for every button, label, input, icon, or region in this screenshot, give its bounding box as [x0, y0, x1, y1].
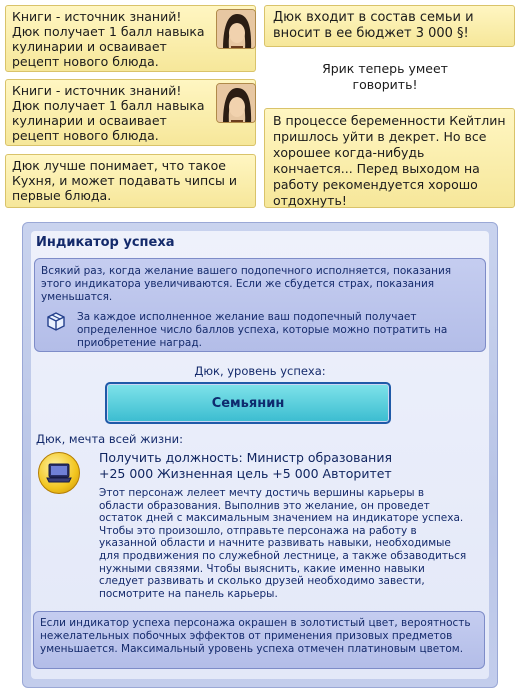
notification-books-2 — [5, 79, 256, 146]
career-goal-badge[interactable] — [38, 452, 80, 494]
notification-text: В процессе беременности Кейтлин пришлось уйти в декрет. Но все хорошее когда-нибудь кончается... Перед выходом на работу рекомендуется хорошо отдохнуть! — [273, 113, 506, 208]
sim-portrait[interactable] — [216, 83, 256, 123]
notification-family — [264, 5, 515, 47]
intro-text: Всякий раз, когда желание вашего подопечного исполняется, показания этого индикатора увеличиваются. Если же сбудется страх, показания уменьшатся. — [41, 265, 452, 303]
reward-icon — [45, 309, 67, 331]
intro-box — [34, 258, 486, 352]
notification-kitchen — [5, 154, 256, 208]
success-level-display[interactable]: Семьянин — [105, 382, 391, 424]
gift-box-icon — [45, 309, 67, 331]
goal-line-2: +25 000 Жизненная цель +5 000 Авторитет — [99, 466, 392, 481]
sim-face-icon — [217, 10, 256, 49]
notification-books-1 — [5, 5, 256, 72]
notification-text: Книги - источник знаний! Дюк получает 1 балл навыка кулинарии и осваивает рецепт нового блюда. — [12, 9, 205, 69]
sim-face-icon — [217, 84, 256, 123]
sim-portrait[interactable] — [216, 9, 256, 49]
career-goal-description: Этот персонаж лелеет мечту достичь вершины карьеры в области образования. Выполнив это желание, он проведет остаток дней с максимальным значением на индикаторе успеха. Чтобы это произошло, отправьте персонажа на работу в указанной области и начните развивать навыки, необходимые для продвижения по служебной лестнице, а также обзаводиться нужными связями. Чтобы выяснить, какие именно навыки следует развивать и сколько друзей необходимо завести, посмотрите на панель карьеры. — [99, 487, 467, 600]
success-level-label: Дюк, уровень успеха: — [194, 364, 326, 378]
goal-line-1: Получить должность: Министр образования — [99, 450, 392, 465]
notification-text: Дюк входит в состав семьи и вносит в ее бюджет 3 000 §! — [273, 10, 474, 41]
footer-note-text: Если индикатор успеха персонажа окрашен в золотистый цвет, вероятность нежелательных побочных эффектов от применения призовых предметов уменьшается. Максимальный уровень успеха отмечен платиновым цветом. — [40, 617, 471, 655]
notification-text: Книги - источник знаний! Дюк получает 1 балл навыка кулинарии и осваивает рецепт нового блюда. — [12, 83, 205, 143]
footer-note-box — [33, 611, 485, 669]
notification-text: Дюк лучше понимает, что такое Кухня, и может подавать чипсы и первые блюда. — [12, 158, 237, 203]
notification-pregnancy — [264, 108, 515, 208]
panel-title: Индикатор успеха — [36, 235, 175, 250]
lifetime-dream-label: Дюк, мечта всей жизни: — [36, 432, 183, 446]
career-goal-title — [99, 450, 469, 482]
notification-text: Ярик теперь умеет говорить! — [322, 61, 448, 92]
laptop-icon — [46, 462, 72, 484]
notification-yarik — [300, 61, 470, 97]
reward-note-text: За каждое исполненное желание ваш подопечный получает определенное число баллов успеха, которые можно потратить на приобретение наград. — [77, 311, 448, 349]
